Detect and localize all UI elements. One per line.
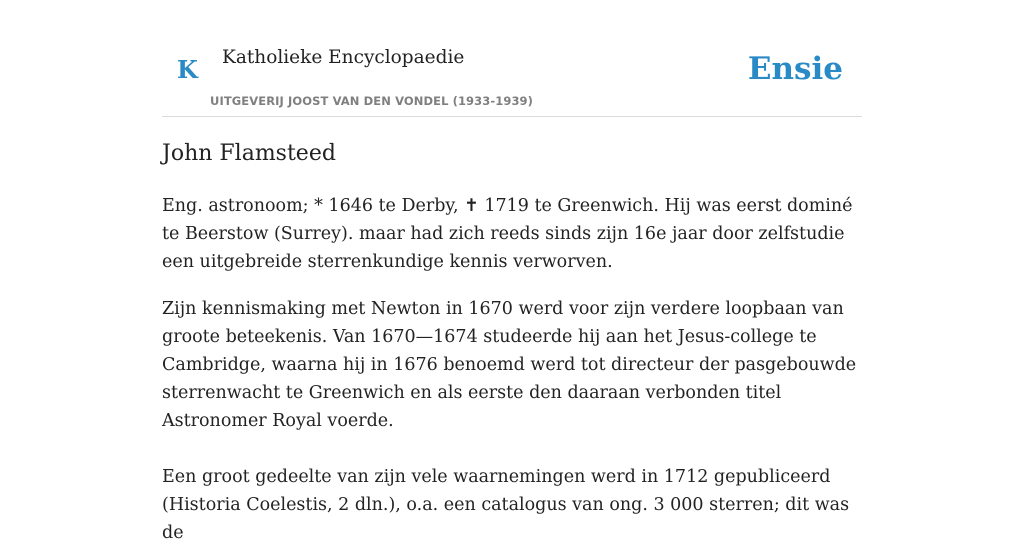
publisher-subtitle: UITGEVERIJ JOOST VAN DEN VONDEL (1933-1939) <box>210 94 533 108</box>
article-paragraph: Een groot gedeelte van zijn vele waarnemingen werd in 1712 gepubliceerd (Historia Coelestis, 2 dln.), o.a. een catalogus van ong. 3 000 sterren; dit was de <box>162 467 850 543</box>
site-header <box>162 0 862 117</box>
logo-icon[interactable]: K <box>177 55 198 84</box>
article <box>162 136 862 547</box>
site-title-link[interactable]: Katholieke Encyclopaedie <box>222 47 465 68</box>
article-paragraph: Zijn kennismaking met Newton in 1670 werd voor zijn verdere loopbaan van groote beteekenis. Van 1670—1674 studeerde hij aan het Jesus-college te Cambridge, waarna hij in 1676 benoemd werd tot directeur der pasgebouwde sterrenwacht te Greenwich en als eerste den daaraan verbonden titel Astronomer Royal voerde. <box>162 299 857 431</box>
article-title: John Flamsteed <box>162 141 336 166</box>
article-paragraph: Eng. astronoom; * 1646 te Derby, ✝ 1719 te Greenwich. Hij was eerst dominé te Beerstow (Surrey). maar had zich reeds sinds zijn 16e jaar door zelfstudie een uitgebreide sterrenkundige kennis verworven. <box>162 196 853 272</box>
ensie-logo-link[interactable]: Ensie <box>747 51 843 87</box>
